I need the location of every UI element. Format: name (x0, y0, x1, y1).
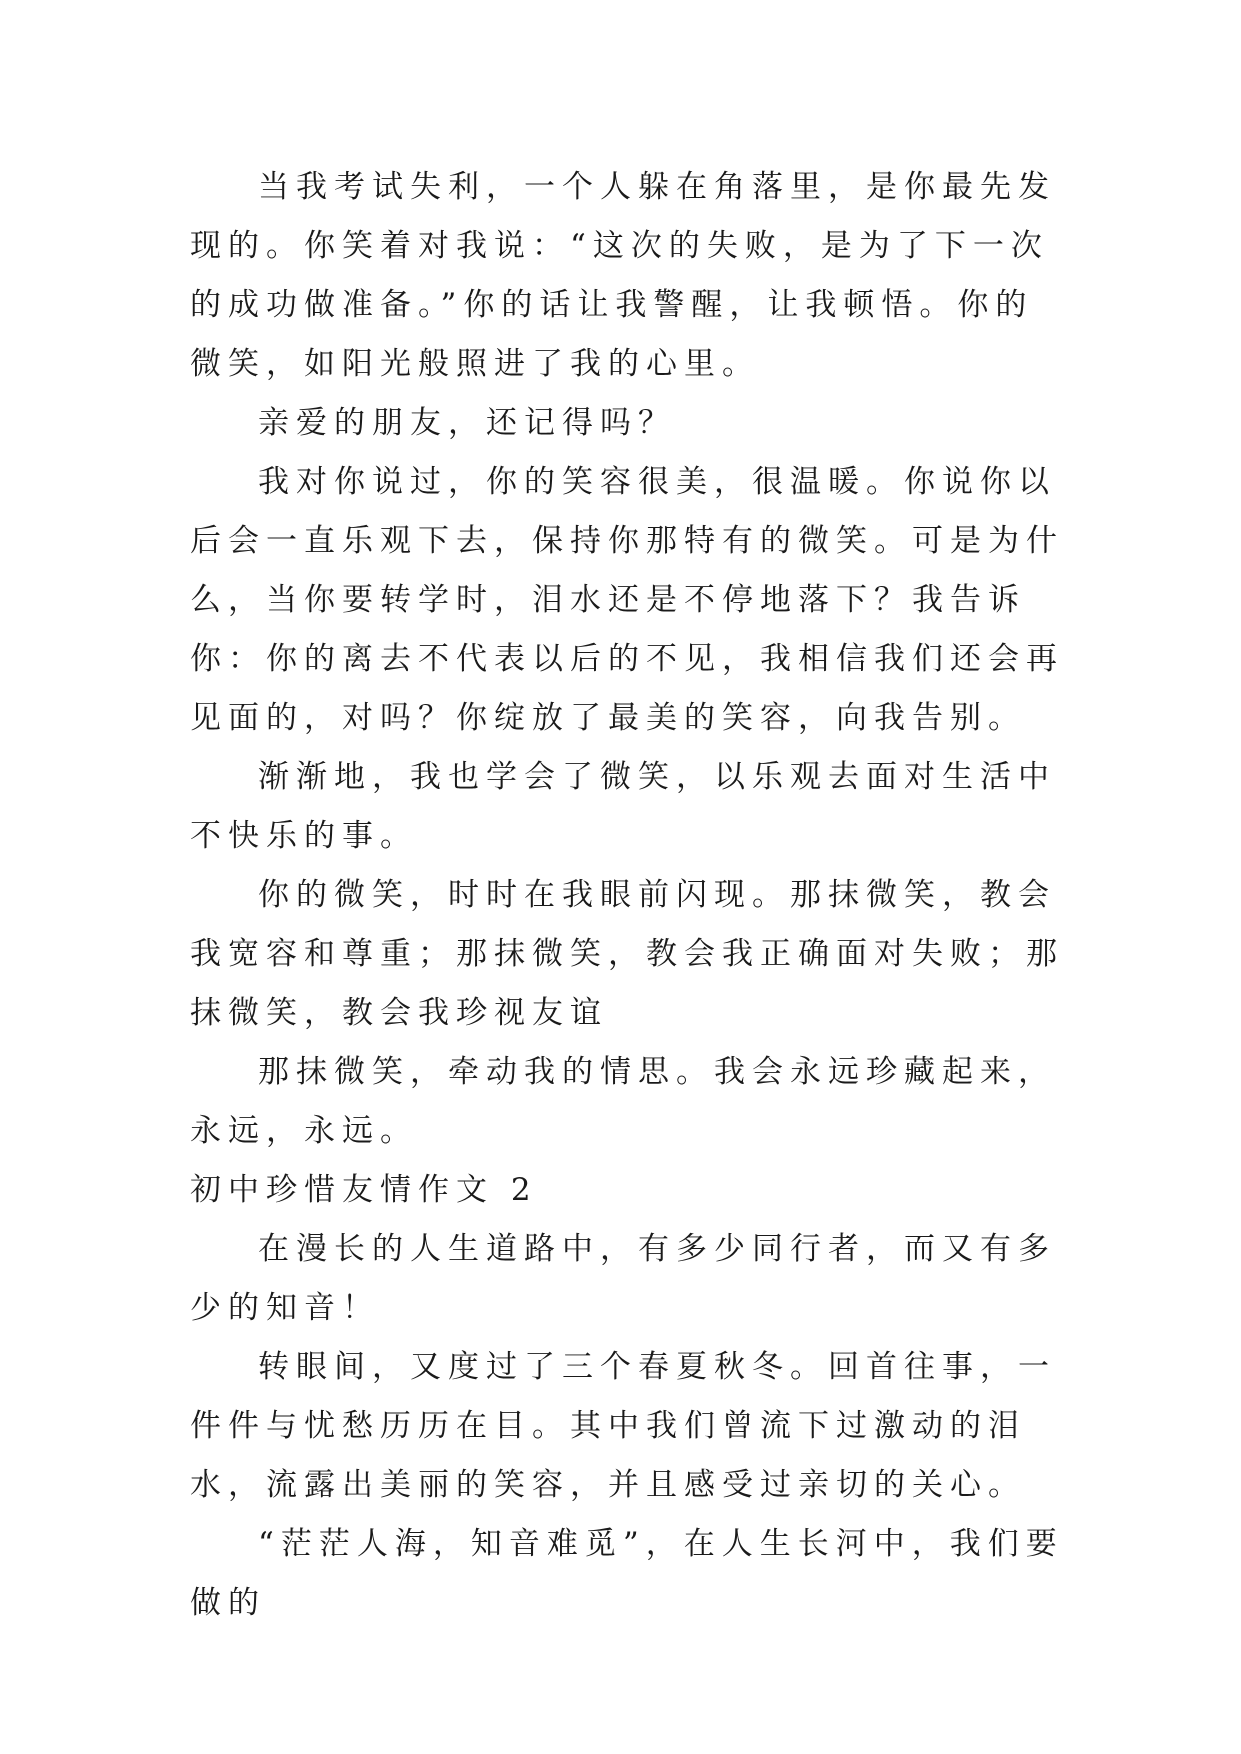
paragraph-smile-promise: 我对你说过，你的笑容很美，很温暖。你说你以后会一直乐观下去，保持你那特有的微笑。可是为什么，当你要转学时，泪水还是不停地落下？我告诉你：你的离去不代表以后的不见，我相信我们还会再见面的，对吗？你绽放了最美的笑容，向我告别。 (190, 464, 1064, 736)
paragraph-smile-lessons: 你的微笑，时时在我眼前闪现。那抹微笑，教会我宽容和尊重；那抹微笑，教会我正确面对失败；那抹微笑，教会我珍视友谊 (190, 877, 1064, 1031)
paragraph-life-road: 在漫长的人生道路中，有多少同行者，而又有多少的知音！ (190, 1231, 1056, 1326)
paragraph-learned-smile: 渐渐地，我也学会了微笑，以乐观去面对生活中不快乐的事。 (190, 759, 1056, 854)
document-body (190, 158, 1070, 1633)
essay-heading: 初中珍惜友情作文 2 (190, 1172, 538, 1208)
paragraph-cherish-forever: 那抹微笑，牵动我的情思。我会永远珍藏起来，永远，永远。 (190, 1054, 1056, 1149)
paragraph-dear-friend: 亲爱的朋友，还记得吗？ (258, 405, 676, 441)
paragraph-soulmate: “茫茫人海，知音难觅”，在人生长河中，我们要做的 (190, 1526, 1064, 1621)
paragraph-three-years: 转眼间，又度过了三个春夏秋冬。回首往事，一件件与忧愁历历在目。其中我们曾流下过激动的泪水，流露出美丽的笑容，并且感受过亲切的关心。 (190, 1349, 1056, 1503)
paragraph-exam-failure: 当我考试失利，一个人躲在角落里，是你最先发现的。你笑着对我说：“这次的失败，是为了下一次的成功做准备。”你的话让我警醒，让我顿悟。你的微笑，如阳光般照进了我的心里。 (190, 169, 1056, 382)
